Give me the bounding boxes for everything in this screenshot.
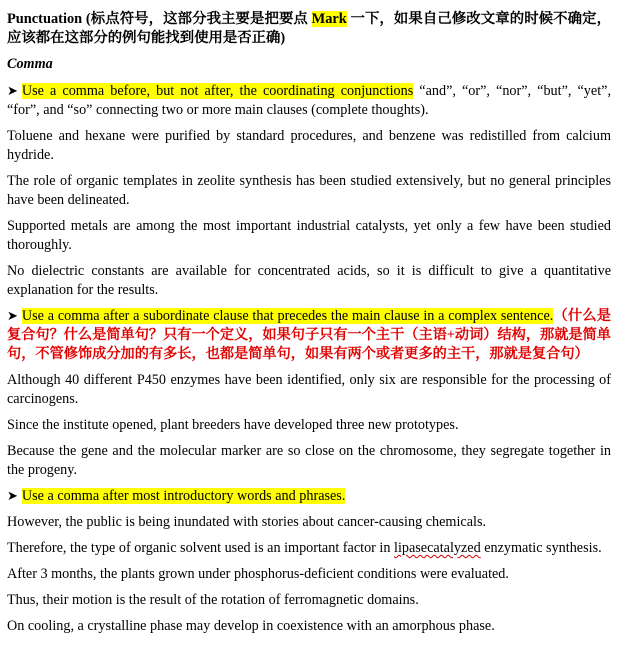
example-3-4: Thus, their motion is the result of the rotation of ferromagnetic domains. (7, 592, 419, 608)
rule-2 (7, 307, 611, 364)
document-page (7, 10, 611, 643)
arrow-bullet-icon: ➤ (7, 489, 18, 504)
arrow-bullet-icon: ➤ (7, 309, 18, 324)
heading-label: Punctuation (7, 11, 83, 27)
page-heading (7, 10, 611, 48)
example-2-3: Because the gene and the molecular marker are so close on the chromosome, they segregate together in the progeny. (7, 443, 611, 478)
heading-chinese-1: (标点符号，这部分我主要是把要点 (82, 11, 312, 27)
example-1-2: The role of organic templates in zeolite synthesis has been studied extensively, but no general principles have been delineated. (7, 173, 611, 208)
arrow-bullet-icon: ➤ (7, 84, 18, 99)
example-3-5: On cooling, a crystalline phase may develop in coexistence with an amorphous phase. (7, 618, 495, 634)
spellcheck-flagged-word: lipasecatalyzed (394, 540, 481, 556)
example-1-4: No dielectric constants are available for concentrated acids, so it is difficult to give a quantitative explanation for the results. (7, 263, 611, 298)
rule-1-highlight: Use a comma before, but not after, the coordinating conjunctions (21, 83, 414, 99)
example-3-3: After 3 months, the plants grown under phosphorus-deficient conditions were evaluated. (7, 566, 509, 582)
example-3-2-text: Therefore, the type of organic solvent used is an important factor in (7, 540, 395, 556)
heading-mark-word: Mark (311, 11, 347, 27)
example-1-1: Toluene and hexane were purified by standard procedures, and benzene was redistilled from calcium hydride. (7, 128, 611, 163)
example-3-1: However, the public is being inundated with stories about cancer-causing chemicals. (7, 514, 487, 530)
rule-2-note: （什么是复合句？什么是简单句？只有一个定义，如果句子只有一个主干（主语+动词）结构，那就是简单句，不管修饰成分加的有多长，也都是简单句，如果有两个或者更多的主干，那就是复合句） (7, 308, 611, 362)
example-2-1: Although 40 different P450 enzymes have been identified, only six are responsible for the processing of carcinogens. (7, 372, 611, 407)
heading-chinese-2: 一下，如果自己修改文章的时候不确定，应该都在这部分的例句能找到使用是否正确) (7, 11, 611, 46)
rule-3 (7, 487, 611, 506)
example-2-2: Since the institute opened, plant breeders have developed three new prototypes. (7, 417, 459, 433)
rule-2-highlight: Use a comma after a subordinate clause that precedes the main clause in a complex sentence. (21, 308, 554, 324)
example-3-2 (7, 539, 611, 558)
section-title: Comma (7, 56, 53, 72)
rule-1-text: “and”, “or”, “nor”, “but”, “yet”, “for”, and “so” connecting two or more main clauses (complete thoughts). (7, 83, 611, 118)
example-3-2-tail: enzymatic synthesis. (480, 540, 602, 556)
rule-1 (7, 82, 611, 120)
example-1-3: Supported metals are among the most important industrial catalysts, yet only a few have been studied thoroughly. (7, 218, 611, 253)
rule-3-highlight: Use a comma after most introductory words and phrases. (21, 488, 346, 504)
